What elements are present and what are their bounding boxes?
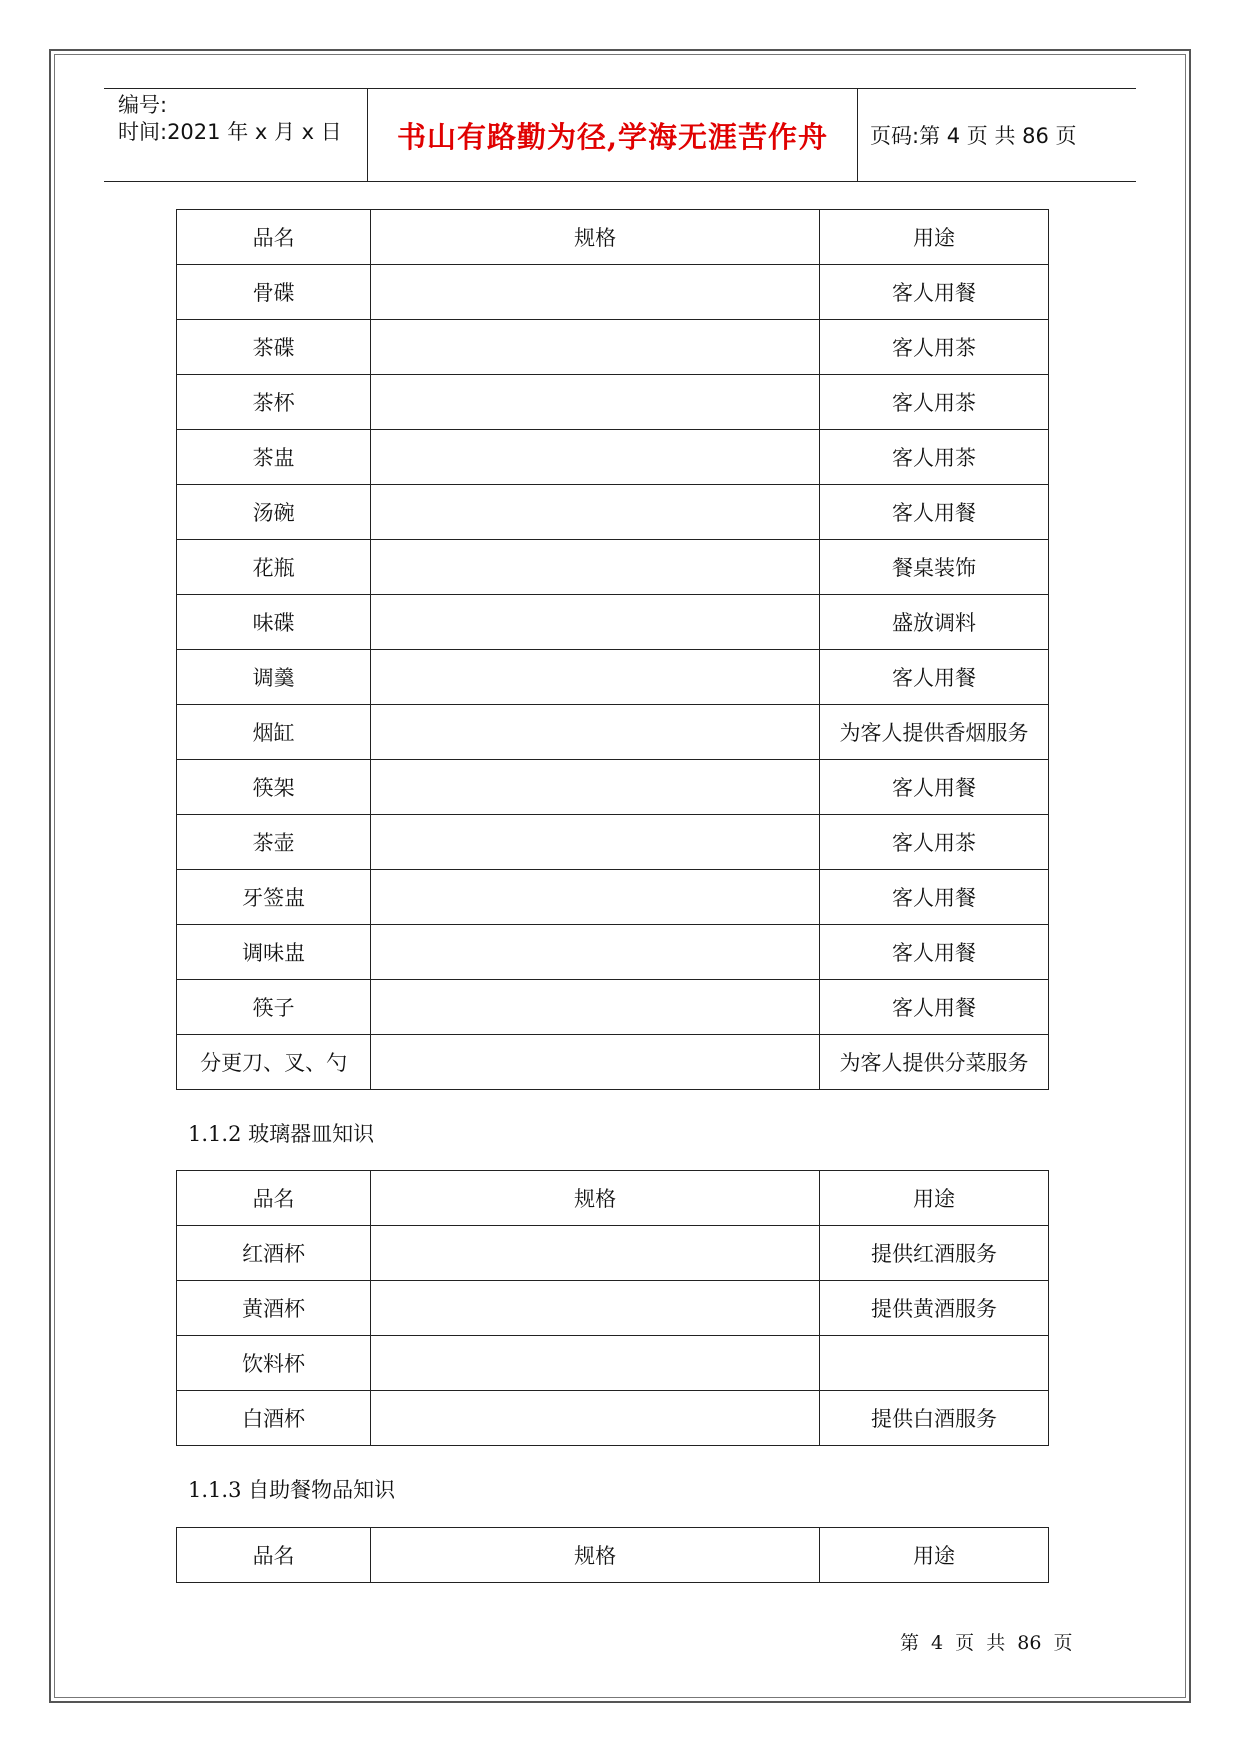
header-cell-spec: 规格 — [371, 1171, 820, 1226]
cell-usage: 客人用茶 — [820, 375, 1049, 430]
glassware-table — [176, 1170, 1049, 1446]
table-row — [177, 870, 1049, 925]
cell-name: 骨碟 — [177, 265, 371, 320]
cell-name: 饮料杯 — [177, 1336, 371, 1391]
cell-name: 花瓶 — [177, 540, 371, 595]
cell-usage: 客人用餐 — [820, 925, 1049, 980]
table-header-row — [177, 1528, 1049, 1583]
table-row — [177, 485, 1049, 540]
cell-usage: 为客人提供香烟服务 — [820, 705, 1049, 760]
table-row — [177, 1336, 1049, 1391]
cell-usage: 客人用餐 — [820, 650, 1049, 705]
table-row — [177, 540, 1049, 595]
table-row — [177, 430, 1049, 485]
cell-usage: 提供黄酒服务 — [820, 1281, 1049, 1336]
table-row — [177, 760, 1049, 815]
table-row — [177, 705, 1049, 760]
cell-spec — [371, 870, 820, 925]
table-row — [177, 1281, 1049, 1336]
header-cell-name: 品名 — [177, 1528, 371, 1583]
cell-spec — [371, 265, 820, 320]
table-row — [177, 320, 1049, 375]
cell-usage: 客人用餐 — [820, 485, 1049, 540]
header-cell-spec: 规格 — [371, 1528, 820, 1583]
header-page-cell — [858, 89, 1136, 181]
table-row — [177, 265, 1049, 320]
cell-usage: 客人用茶 — [820, 320, 1049, 375]
table-row — [177, 1391, 1049, 1446]
page-header — [104, 88, 1136, 182]
table-row — [177, 595, 1049, 650]
cell-spec — [371, 1391, 820, 1446]
cell-spec — [371, 815, 820, 870]
cell-spec — [371, 1226, 820, 1281]
header-cell-usage: 用途 — [820, 210, 1049, 265]
cell-usage: 餐桌装饰 — [820, 540, 1049, 595]
header-motto: 书山有路勤为径,学海无涯苦作舟 — [396, 119, 829, 154]
cell-name: 茶盅 — [177, 430, 371, 485]
table-header-row — [177, 1171, 1049, 1226]
cell-name: 黄酒杯 — [177, 1281, 371, 1336]
table-row — [177, 375, 1049, 430]
cell-spec — [371, 925, 820, 980]
cell-name: 白酒杯 — [177, 1391, 371, 1446]
cell-spec — [371, 320, 820, 375]
cell-spec — [371, 430, 820, 485]
cell-spec — [371, 1035, 820, 1090]
header-cell-usage: 用途 — [820, 1528, 1049, 1583]
cell-name: 茶壶 — [177, 815, 371, 870]
table-row — [177, 980, 1049, 1035]
cell-name: 牙签盅 — [177, 870, 371, 925]
cell-spec — [371, 705, 820, 760]
cell-spec — [371, 980, 820, 1035]
header-left-cell — [104, 89, 367, 181]
cell-usage — [820, 1336, 1049, 1391]
table-row — [177, 1226, 1049, 1281]
header-cell-usage: 用途 — [820, 1171, 1049, 1226]
cell-name: 筷子 — [177, 980, 371, 1035]
cell-name: 调味盅 — [177, 925, 371, 980]
cell-usage: 盛放调料 — [820, 595, 1049, 650]
cell-spec — [371, 375, 820, 430]
table-header-row — [177, 210, 1049, 265]
cell-name: 调羹 — [177, 650, 371, 705]
cell-name: 茶碟 — [177, 320, 371, 375]
cell-name: 筷架 — [177, 760, 371, 815]
section-title-buffet: 1.1.3 自助餐物品知识 — [188, 1478, 396, 1502]
page-footer: 第 4 页 共 86 页 — [900, 1632, 1073, 1654]
cell-usage: 为客人提供分菜服务 — [820, 1035, 1049, 1090]
header-cell-spec: 规格 — [371, 210, 820, 265]
cell-usage: 客人用餐 — [820, 870, 1049, 925]
header-page-number: 页码:第 4 页 共 86 页 — [870, 124, 1077, 148]
section-title-glassware: 1.1.2 玻璃器皿知识 — [188, 1122, 375, 1146]
cell-spec — [371, 1336, 820, 1391]
cell-spec — [371, 485, 820, 540]
table-row — [177, 815, 1049, 870]
document-time-label: 时间:2021 年 x 月 x 日 — [118, 120, 342, 144]
cell-usage: 客人用餐 — [820, 760, 1049, 815]
header-motto-cell — [367, 89, 858, 181]
cell-spec — [371, 540, 820, 595]
cell-spec — [371, 595, 820, 650]
cell-name: 分更刀、叉、勺 — [177, 1035, 371, 1090]
cell-usage: 客人用茶 — [820, 815, 1049, 870]
cell-usage: 客人用茶 — [820, 430, 1049, 485]
header-cell-name: 品名 — [177, 1171, 371, 1226]
document-number-label: 编号: — [118, 93, 168, 117]
header-cell-name: 品名 — [177, 210, 371, 265]
table-row — [177, 925, 1049, 980]
cell-usage: 提供红酒服务 — [820, 1226, 1049, 1281]
cell-usage: 客人用餐 — [820, 980, 1049, 1035]
cell-name: 烟缸 — [177, 705, 371, 760]
cell-usage: 客人用餐 — [820, 265, 1049, 320]
cell-name: 茶杯 — [177, 375, 371, 430]
cell-usage: 提供白酒服务 — [820, 1391, 1049, 1446]
cell-spec — [371, 1281, 820, 1336]
cell-spec — [371, 760, 820, 815]
buffet-items-table — [176, 1527, 1049, 1583]
cell-name: 汤碗 — [177, 485, 371, 540]
tableware-table — [176, 209, 1049, 1090]
cell-name: 味碟 — [177, 595, 371, 650]
cell-name: 红酒杯 — [177, 1226, 371, 1281]
cell-spec — [371, 650, 820, 705]
table-row — [177, 650, 1049, 705]
table-row — [177, 1035, 1049, 1090]
